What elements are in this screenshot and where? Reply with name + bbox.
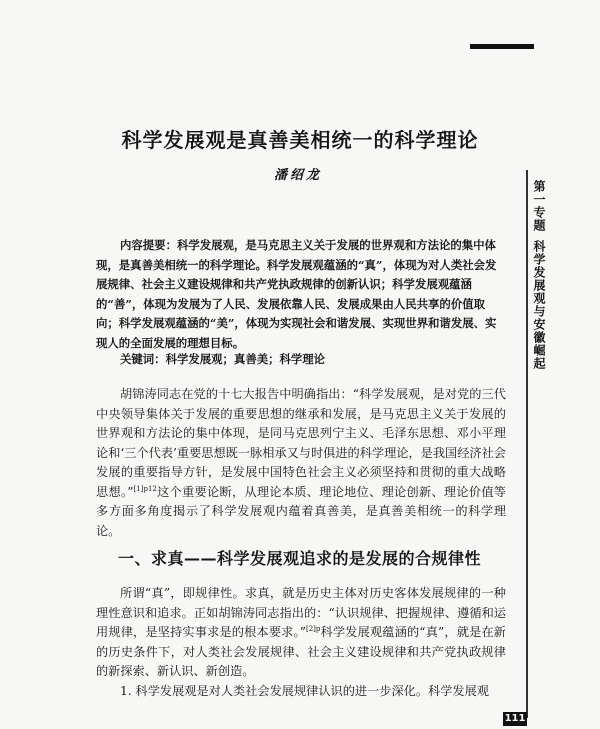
- intro-citation: [1]p12: [133, 484, 157, 493]
- side-section-label: 第一专题: [532, 180, 546, 232]
- section-heading: 一、求真——科学发展观追求的是发展的合规律性: [118, 549, 482, 568]
- body-para1-text-2: 科学发展观蕴涵的“真”，就是在新的历史条件下，对人类社会发展规律、社会主义建设规律和共产党执政规律的新探索、新认识、新创造。: [96, 625, 506, 678]
- intro-paragraph: [96, 385, 506, 541]
- keywords-line: [120, 351, 510, 367]
- article-title: 科学发展观是真善美相统一的科学理论: [121, 128, 479, 152]
- body-para1-text-1: 所谓“真”，即规律性。求真，就是历史主体对历史客体发展规律的一种理性意识和追求。正如胡锦涛同志指出的：“认识规律、把握规律、遵循和运用规律，是坚持实事求是的根本要求。”: [96, 586, 506, 639]
- keywords-text: 科学发展观；真善美；科学理论: [165, 352, 326, 366]
- abstract-label: 内容提要：: [120, 238, 177, 252]
- keywords-label: 关键词：: [120, 352, 166, 366]
- side-divider: [526, 170, 528, 718]
- side-topic-label: 科学发展观与安徽崛起: [532, 240, 546, 370]
- header-rule: [470, 44, 534, 49]
- article-author: 潘绍龙: [273, 168, 322, 183]
- intro-text-2: 这个重要论断，从理论本质、理论地位、理论创新、理论价值等多方面多角度揭示了科学发展观内蕴着真善美，是真善美相统一的科学理论。: [96, 484, 506, 538]
- intro-text-1: 胡锦涛同志在党的十七大报告中明确指出：“科学发展观，是对党的三代中央领导集体关于发展的重要思想的继承和发展，是马克思主义关于发展的世界观和方法论的集中体现，是同马克思列宁主义、毛泽东思想、邓小平理论和‘三个代表’重要思想既一脉相承又与时俱进的科学理论，是我国经济社会发展的重要指导方针，是发展中国特色社会主义必须坚持和贯彻的重大战略思想。”: [96, 387, 506, 499]
- abstract-block: [96, 236, 506, 353]
- body-para1-citation: [2]p: [305, 624, 321, 633]
- section-body: [96, 584, 506, 701]
- side-column-label: [530, 180, 548, 370]
- body-para2: 1. 科学发展观是对人类社会发展规律认识的进一步深化。科学发展观: [120, 683, 489, 698]
- page-number: 111: [504, 713, 526, 724]
- abstract-text: 科学发展观，是马克思主义关于发展的世界观和方法论的集中体现，是真善美相统一的科学理论。科学发展观蕴涵的“真”，体现为对人类社会发展规律、社会主义建设规律和共产党执政规律的创新认识；科学发展观蕴涵的“善”，体现为发展为了人民、发展依靠人民、发展成果由人民共享的价值取向；科学发展观蕴涵的“美”，体现为实现社会和谐发展、实现世界和谐发展、实现人的全面发展的理想目标。: [96, 238, 497, 350]
